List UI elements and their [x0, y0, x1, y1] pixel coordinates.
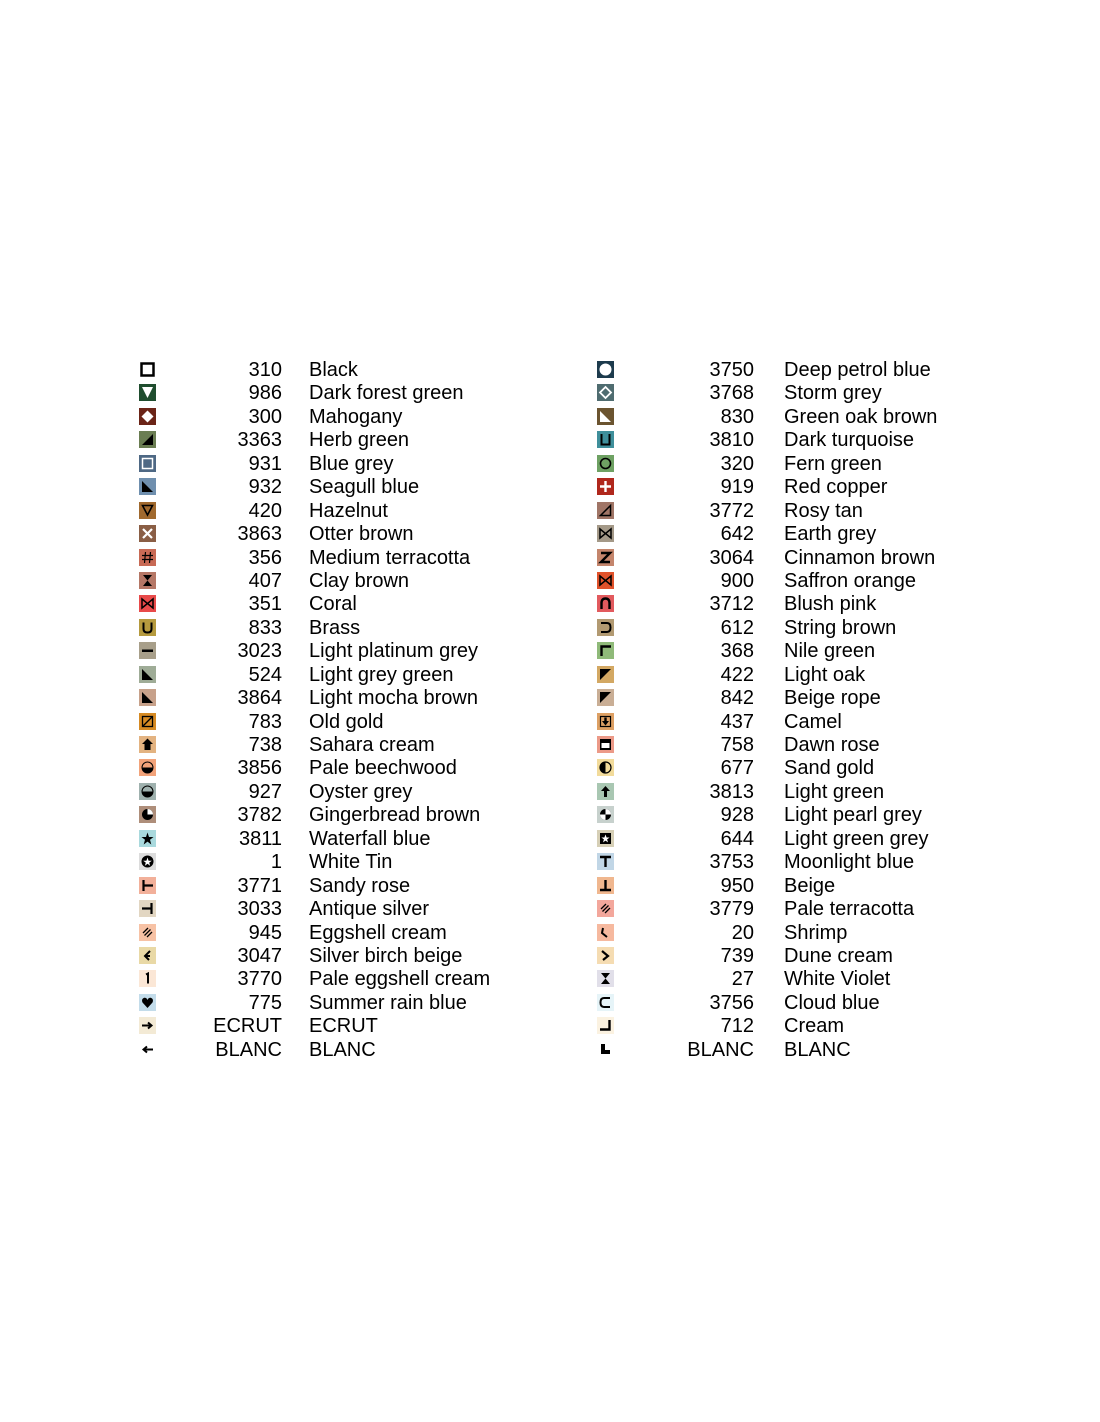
symbol-swatch-icon [597, 689, 614, 706]
legend-row [139, 710, 639, 733]
legend-row [139, 897, 639, 920]
symbol-swatch-icon [597, 595, 614, 612]
symbol-swatch-icon [139, 806, 156, 823]
thread-name: String brown [784, 616, 897, 639]
thread-code: 644 [720, 827, 754, 850]
thread-name: Pale eggshell cream [309, 968, 491, 991]
thread-name: Seagull blue [309, 476, 420, 499]
symbol-swatch-icon [139, 783, 156, 800]
symbol-swatch-icon [597, 900, 614, 917]
thread-code: 3023 [237, 640, 282, 663]
legend-row [139, 546, 639, 569]
thread-code: 945 [248, 921, 282, 944]
symbol-swatch-icon [139, 713, 156, 730]
symbol-swatch-icon [597, 853, 614, 870]
thread-name: Pale terracotta [784, 898, 915, 921]
thread-name: Red copper [784, 476, 888, 499]
legend-row [139, 827, 639, 850]
thread-name: Summer rain blue [309, 991, 467, 1014]
thread-name: Light pearl grey [784, 804, 922, 827]
thread-code: 320 [720, 452, 754, 475]
legend-row [139, 499, 639, 522]
thread-name: Pale beechwood [309, 757, 457, 780]
thread-code: 3779 [709, 898, 754, 921]
symbol-swatch-icon [597, 502, 614, 519]
legend-row [139, 803, 639, 826]
legend-row [139, 874, 639, 897]
thread-name: Dawn rose [784, 734, 880, 756]
thread-code: 3813 [709, 780, 754, 803]
thread-code: 3768 [709, 382, 754, 405]
legend-row [597, 616, 1097, 639]
thread-code: 931 [248, 452, 282, 475]
symbol-swatch-icon [597, 525, 614, 542]
thread-name: Saffron orange [784, 569, 916, 592]
symbol-swatch-icon [139, 689, 156, 706]
legend-row [139, 967, 639, 990]
thread-name: Old gold [309, 710, 384, 733]
legend-row [597, 827, 1097, 850]
thread-code: 3863 [237, 523, 282, 546]
symbol-swatch-icon [597, 431, 614, 448]
legend-row [139, 991, 639, 1014]
symbol-swatch-icon [139, 1017, 156, 1034]
thread-name: Brass [309, 616, 361, 639]
symbol-swatch-icon [597, 478, 614, 495]
thread-code: 3770 [237, 968, 282, 991]
thread-code: 612 [720, 616, 754, 639]
thread-code: 356 [248, 546, 282, 569]
thread-name: Otter brown [309, 523, 414, 546]
thread-name: Beige rope [784, 687, 881, 710]
thread-code: 932 [248, 476, 282, 499]
thread-name: Clay brown [309, 569, 410, 592]
symbol-swatch-icon [597, 666, 614, 683]
thread-name: BLANC [784, 1038, 851, 1061]
thread-code: BLANC [215, 1038, 282, 1061]
thread-name: Blue grey [309, 452, 394, 475]
symbol-swatch-icon [139, 666, 156, 683]
legend-row [597, 1014, 1097, 1037]
thread-code: 524 [248, 663, 282, 686]
thread-code: 3064 [709, 546, 754, 569]
thread-code: 27 [731, 968, 754, 991]
legend-row [139, 663, 639, 686]
symbol-swatch-icon [139, 853, 156, 870]
thread-name: Moonlight blue [784, 851, 915, 874]
thread-name: Deep petrol blue [784, 359, 931, 381]
legend-left-column [139, 358, 639, 1061]
thread-code: 3782 [237, 804, 282, 827]
thread-code: 351 [248, 593, 282, 616]
thread-code: 900 [720, 569, 754, 592]
legend-row [597, 663, 1097, 686]
thread-code: 407 [248, 569, 282, 592]
thread-name: Dune cream [784, 944, 893, 967]
symbol-swatch-icon [597, 759, 614, 776]
thread-code: 712 [720, 1015, 754, 1038]
legend-row [597, 381, 1097, 404]
thread-code: 783 [248, 710, 282, 733]
thread-name: ECRUT [309, 1015, 378, 1038]
symbol-swatch-icon [597, 1041, 614, 1058]
symbol-swatch-icon [597, 877, 614, 894]
legend-row [597, 897, 1097, 920]
thread-name: Cinnamon brown [784, 546, 936, 569]
thread-code: 642 [720, 523, 754, 546]
thread-name: Beige [784, 874, 836, 897]
thread-code: 310 [248, 359, 282, 381]
legend-row [597, 803, 1097, 826]
thread-code: 775 [248, 991, 282, 1014]
thread-code: 3363 [237, 429, 282, 452]
thread-name: Rosy tan [784, 499, 863, 522]
symbol-swatch-icon [139, 877, 156, 894]
symbol-swatch-icon [139, 384, 156, 401]
legend-row [597, 592, 1097, 615]
symbol-swatch-icon [139, 994, 156, 1011]
symbol-swatch-icon [597, 408, 614, 425]
legend-row [139, 381, 639, 404]
symbol-swatch-icon [139, 642, 156, 659]
symbol-swatch-icon [139, 900, 156, 917]
symbol-swatch-icon [139, 525, 156, 542]
thread-name: Light green [784, 780, 885, 803]
legend-row [597, 780, 1097, 803]
thread-name: Light oak [784, 663, 866, 686]
legend-row [597, 850, 1097, 873]
symbol-swatch-icon [139, 408, 156, 425]
symbol-swatch-icon [597, 924, 614, 941]
legend-row [597, 405, 1097, 428]
thread-code: 3772 [709, 499, 754, 522]
thread-code: 3856 [237, 757, 282, 780]
symbol-swatch-icon [597, 1017, 614, 1034]
symbol-swatch-icon [597, 642, 614, 659]
symbol-swatch-icon [139, 431, 156, 448]
symbol-swatch-icon [139, 549, 156, 566]
thread-name: Hazelnut [309, 499, 388, 522]
legend-row [139, 1014, 639, 1037]
thread-name: Dark turquoise [784, 429, 915, 452]
thread-code: 1 [270, 851, 282, 874]
legend-row [597, 452, 1097, 475]
thread-name: Gingerbread brown [309, 804, 481, 827]
symbol-swatch-icon [597, 619, 614, 636]
thread-name: White Tin [309, 851, 393, 874]
thread-code: 919 [720, 476, 754, 499]
thread-name: Green oak brown [784, 405, 938, 428]
thread-name: Medium terracotta [309, 546, 471, 569]
thread-name: Silver birch beige [309, 944, 463, 967]
symbol-swatch-icon [139, 502, 156, 519]
symbol-swatch-icon [597, 713, 614, 730]
legend-row [139, 733, 639, 756]
symbol-swatch-icon [597, 806, 614, 823]
thread-name: Cloud blue [784, 991, 880, 1014]
legend-row [139, 592, 639, 615]
thread-code: 437 [720, 710, 754, 733]
thread-code: 3864 [237, 687, 282, 710]
thread-code: 833 [248, 616, 282, 639]
legend-row [139, 569, 639, 592]
thread-name: Earth grey [784, 523, 877, 546]
thread-name: Shrimp [784, 921, 848, 944]
thread-name: Mahogany [309, 405, 403, 428]
thread-name: Nile green [784, 640, 876, 663]
thread-code: 420 [248, 499, 282, 522]
thread-code: 3033 [237, 898, 282, 921]
thread-name: Storm grey [784, 382, 882, 405]
legend-row [139, 850, 639, 873]
symbol-swatch-icon [139, 924, 156, 941]
legend-right-column [597, 358, 1097, 1061]
symbol-swatch-icon [139, 478, 156, 495]
thread-code: 758 [720, 734, 754, 756]
legend-row [597, 499, 1097, 522]
thread-code: BLANC [687, 1038, 754, 1061]
legend-row [597, 710, 1097, 733]
thread-code: 3047 [237, 944, 282, 967]
legend-row [597, 522, 1097, 545]
thread-name: Antique silver [309, 898, 430, 921]
legend-row [597, 991, 1097, 1014]
symbol-swatch-icon [597, 455, 614, 472]
thread-code: 830 [720, 405, 754, 428]
legend-row [597, 1038, 1097, 1061]
symbol-swatch-icon [139, 455, 156, 472]
thread-code: 842 [720, 687, 754, 710]
thread-code: 3811 [238, 827, 282, 850]
thread-name: Light mocha brown [309, 687, 478, 710]
symbol-swatch-icon [597, 830, 614, 847]
thread-name: Herb green [309, 429, 410, 452]
thread-code: 3753 [709, 851, 754, 874]
legend-row [139, 780, 639, 803]
symbol-swatch-icon [139, 830, 156, 847]
thread-name: Light grey green [309, 663, 454, 686]
thread-name: BLANC [309, 1038, 376, 1061]
thread-name: Oyster grey [309, 780, 413, 803]
symbol-swatch-icon [139, 1041, 156, 1058]
symbol-swatch-icon [139, 619, 156, 636]
symbol-swatch-icon [139, 572, 156, 589]
legend-row [597, 428, 1097, 451]
legend-row [139, 405, 639, 428]
symbol-swatch-icon [597, 970, 614, 987]
legend-row [597, 874, 1097, 897]
thread-name: Camel [784, 710, 842, 733]
legend-row [139, 686, 639, 709]
symbol-swatch-icon [597, 361, 614, 378]
legend-row [139, 944, 639, 967]
legend-row [597, 921, 1097, 944]
legend-row [597, 967, 1097, 990]
thread-name: Dark forest green [309, 382, 464, 405]
thread-code: 739 [720, 944, 754, 967]
thread-name: Coral [309, 593, 357, 616]
legend-row [597, 546, 1097, 569]
symbol-swatch-icon [597, 572, 614, 589]
thread-name: Sahara cream [309, 734, 435, 756]
thread-code: 950 [720, 874, 754, 897]
thread-name: Light green grey [784, 827, 929, 850]
legend-row [139, 921, 639, 944]
symbol-swatch-icon [597, 549, 614, 566]
legend-row [139, 1038, 639, 1061]
thread-name: Cream [784, 1015, 845, 1038]
thread-code: 3750 [709, 359, 754, 381]
thread-name: Fern green [784, 452, 882, 475]
legend-row [597, 686, 1097, 709]
thread-code: 927 [248, 780, 282, 803]
symbol-swatch-icon [139, 361, 156, 378]
legend-row [139, 358, 639, 381]
thread-name: Eggshell cream [309, 921, 447, 944]
symbol-swatch-icon [139, 970, 156, 987]
thread-name: White Violet [784, 968, 891, 991]
symbol-swatch-icon [597, 736, 614, 753]
legend-row [597, 569, 1097, 592]
thread-name: Sandy rose [309, 874, 411, 897]
thread-code: 3712 [709, 593, 754, 616]
thread-code: 677 [720, 757, 754, 780]
thread-code: 3810 [709, 429, 754, 452]
thread-name: Black [309, 359, 358, 381]
symbol-swatch-icon [139, 759, 156, 776]
legend-row [139, 756, 639, 779]
legend-row [139, 639, 639, 662]
legend-row [597, 639, 1097, 662]
legend-row [597, 733, 1097, 756]
thread-name: Blush pink [784, 593, 877, 616]
thread-code: 20 [731, 921, 754, 944]
symbol-swatch-icon [597, 783, 614, 800]
legend-row [597, 944, 1097, 967]
thread-code: 422 [720, 663, 754, 686]
symbol-swatch-icon [139, 736, 156, 753]
thread-code: ECRUT [213, 1015, 282, 1038]
legend-row [597, 475, 1097, 498]
symbol-swatch-icon [597, 947, 614, 964]
symbol-swatch-icon [597, 994, 614, 1011]
thread-code: 986 [248, 382, 282, 405]
legend-row [139, 452, 639, 475]
thread-code: 3771 [237, 874, 282, 897]
thread-code: 928 [720, 804, 754, 827]
thread-name: Light platinum grey [309, 640, 478, 663]
thread-code: 300 [248, 405, 282, 428]
legend-row [139, 475, 639, 498]
symbol-swatch-icon [597, 384, 614, 401]
legend-row [139, 616, 639, 639]
symbol-swatch-icon [139, 947, 156, 964]
legend-row [597, 756, 1097, 779]
thread-name: Waterfall blue [309, 827, 431, 850]
legend-row [139, 522, 639, 545]
symbol-swatch-icon [139, 595, 156, 612]
legend-row [597, 358, 1097, 381]
thread-code: 368 [720, 640, 754, 663]
thread-code: 3756 [709, 991, 754, 1014]
thread-name: Sand gold [784, 757, 875, 780]
thread-code: 738 [248, 734, 282, 756]
legend-row [139, 428, 639, 451]
